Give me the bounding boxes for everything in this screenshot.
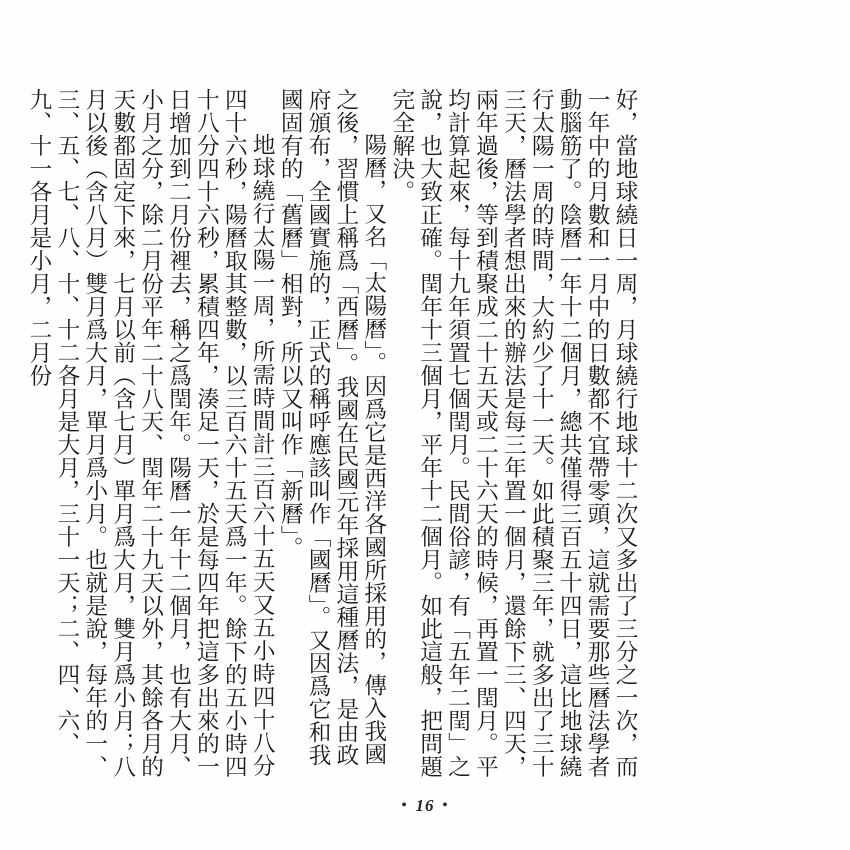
page-number-dot-right: • (442, 798, 449, 813)
page-number-dot-left: • (401, 798, 408, 813)
page-number-value: 16 (415, 796, 435, 815)
paragraph-solar-year-length: 地球繞行太陽一周，所需時間計三百六十五天又五小時四十八分四十六秒，陽曆取其整數，以三百六十五天爲一年。餘下的五小時四十八分四十六秒，累積四年，湊足一天，於是每四年把這多出來的一日增加到二月份裡去，稱之爲閏年。陽曆一年十二個月，也有大月、小月之分，除二月份平年二十八天、閏年二十九天以外，其餘各月的天數都固定下來，七月以前（含七月）單月爲大月，雙月爲小月；八月以後（含八月）雙月爲大月，單月爲小月。也就是說，每年的一、三、五、七、八、十、十二各月是大月，三十一天；二、四、六、九、十一各月是小月，二月份 (25, 88, 276, 778)
paragraph-lunar-calendar-continued: 好，當地球繞日一周，月球繞行地球十二次又多出了三分之一次，而一年中的月數和一月中的日數都不宜帶零頭，這就需要那些曆法學者動腦筋了。陰曆一年十二個月，總共僅得三百五十四日，這比地球繞行太陽一周的時間，大約少了十一天。如此積聚三年，就多出了三十三天，曆法學者想出來的辦法是每三年置一個月，還餘下三、四天，兩年過後，等到積聚成二十五天或二十六天的時候，再置一閏月。平均計算起來，每十九年須置七個閏月。民間俗諺，有「五年二閏」之說，也大致正確。閏年十三個月，平年十二個月。如此這般，把問題完全解決。 (388, 88, 638, 778)
paragraph-solar-calendar-names: 陽曆，又名「太陽曆」。因爲它是西洋各國所採用的，傳入我國之後，習慣上稱爲「西曆」。我國在民國元年採用這種曆法，是由政府頒布，全國實施的，正式的稱呼應該叫作「國曆」。又因爲它和我國固有的「舊曆」相對，所以又叫作「新曆」。 (277, 88, 387, 767)
vertical-text-body (24, 88, 638, 788)
page-number (0, 796, 850, 816)
